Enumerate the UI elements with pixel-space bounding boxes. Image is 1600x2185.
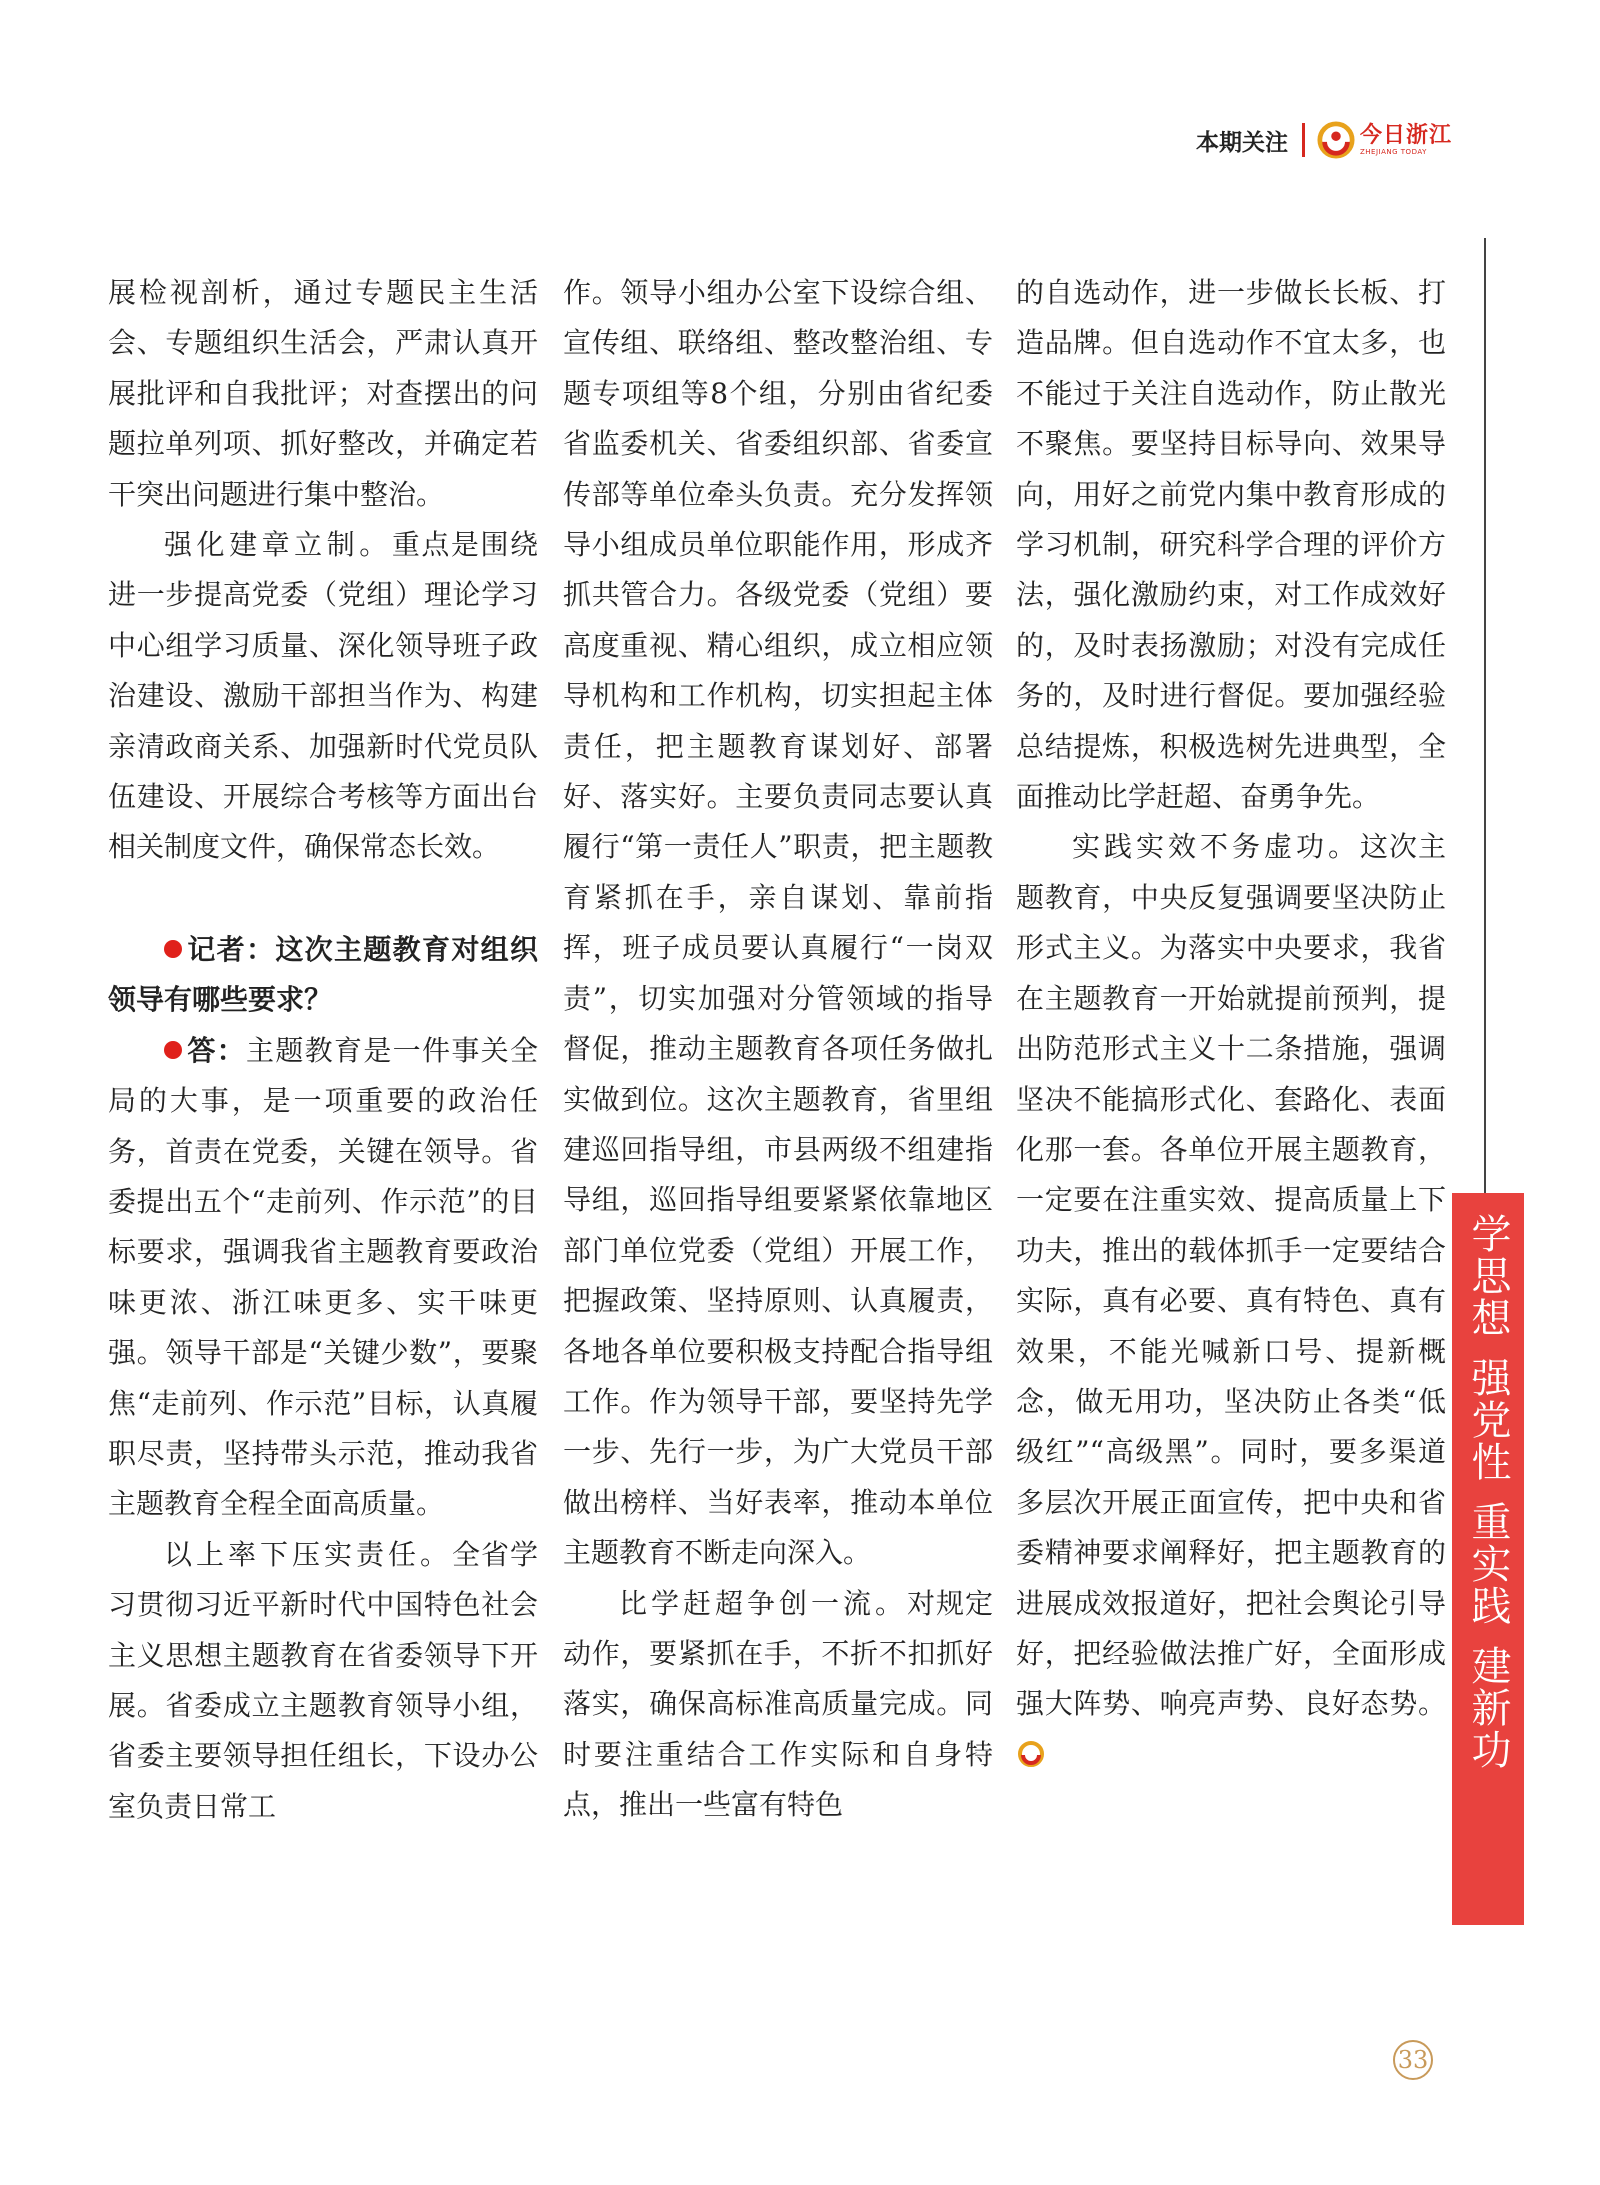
column-1 bbox=[108, 268, 538, 1832]
interview-answer bbox=[108, 1026, 538, 1530]
paragraph-text: 这次主题教育，中央反复强调要坚决防止形式主义。为落实中央要求，我省在主题教育一开始就提前预判，提出防范形式主义十二条措施，强调坚决不能搞形式化、套路化、表面化那一套。各单位开展主题教育，一定要在注重实效、提高质量上下功夫，推出的载体抓手一定要结合实际，真有必要、真有特色、真有效果，不能光喊新口号、提新概念，做无用功，坚决防止各类“低级红”“高级黑”。同时，要多渠道多层次开展正面宣传，把中央和省委精神要求阐释好，把主题教育的进展成效报道好，把社会舆论引导好，把经验做法推广好，全面形成强大阵势、响亮声势、良好态势。 bbox=[1016, 830, 1446, 1721]
paragraph-text: 对规定动作，要紧抓在手，不折不扣抓好落实，确保高标准高质量完成。同时要注重结合工作实际和自身特点，推出一些富有特色 bbox=[563, 1586, 993, 1822]
paragraph-lead: 实践实效不务虚功。 bbox=[1072, 830, 1360, 864]
paragraph bbox=[1016, 822, 1446, 1780]
column-2 bbox=[563, 268, 993, 1831]
section-title: 本期关注 bbox=[1196, 129, 1288, 156]
slogan-3: 重实践 bbox=[1465, 1501, 1511, 1627]
paragraph: 展检视剖析，通过专题民主生活会、专题组织生活会，严肃认真开展批评和自我批评；对查摆出的问题拉单列项、抓好整改，并确定若干突出问题进行集中整治。 bbox=[108, 276, 538, 511]
paragraph-lead: 比学赶超争创一流。 bbox=[619, 1586, 907, 1620]
brand-name-en: ZHEJIANG TODAY bbox=[1360, 148, 1427, 156]
slogan-4: 建新功 bbox=[1465, 1645, 1511, 1771]
side-slogan-banner bbox=[1452, 1193, 1524, 1925]
paragraph-text: 全省学习贯彻习近平新时代中国特色社会主义思想主题教育在省委领导下开展。省委成立主题教育领导小组，省委主要领导担任组长，下设办公室负责日常工 bbox=[108, 1537, 538, 1823]
page-number: 33 bbox=[1393, 2040, 1433, 2080]
slogan-1: 学思想 bbox=[1465, 1213, 1511, 1339]
column-3 bbox=[1016, 268, 1446, 1780]
paragraph-text: 重点是围绕进一步提高党委（党组）理论学习中心组学习质量、深化领导班子政治建设、激励干部担当作为、构建亲清政商关系、加强新时代党员队伍建设、开展综合考核等方面出台相关制度文件，确保常态长效。 bbox=[108, 528, 538, 864]
page-header bbox=[1196, 118, 1452, 162]
paragraph bbox=[108, 520, 538, 873]
paragraph: 作。领导小组办公室下设综合组、宣传组、联络组、整改整治组、专题专项组等8个组，分别由省纪委省监委机关、省委组织部、省委宣传部等单位牵头负责。充分发挥领导小组成员单位职能作用，形成齐抓共管合力。各级党委（党组）要高度重视、精心组织，成立相应领导机构和工作机构，切实担起主体责任，把主题教育谋划好、部署好、落实好。主要负责同志要认真履行“第一责任人”职责，把主题教育紧抓在手，亲自谋划、靠前指挥，班子成员要认真履行“一岗双责”，切实加强对分管领域的指导督促，推动主题教育各项任务做扎实做到位。这次主题教育，省里组建巡回指导组，市县两级不组建指导组，巡回指导组要紧紧依靠地区部门单位党委（党组）开展工作，把握政策、坚持原则、认真履责，各地各单位要积极支持配合指导组工作。作为领导干部，要坚持先学一步、先行一步，为广大党员干部做出榜样、当好表率，推动本单位主题教育不断走向深入。 bbox=[563, 276, 993, 1570]
brand-name: 今日浙江 bbox=[1360, 122, 1453, 148]
question-text: 记者：这次主题教育对组织领导有哪些要求？ bbox=[108, 932, 538, 1017]
interview-question bbox=[108, 925, 538, 1026]
brand-logo bbox=[1317, 121, 1452, 159]
answer-text: 主题教育是一件事关全局的大事，是一项重要的政治任务，首责在党委，关键在领导。省委提出五个“走前列、作示范”的目标要求，强调我省主题教育要政治味更浓、浙江味更多、实干味更强。领导干部是“关键少数”，要聚焦“走前列、作示范”目标，认真履职尽责，坚持带头示范，推动我省主题教育全程全面高质量。 bbox=[108, 1033, 538, 1521]
paragraph bbox=[108, 1530, 538, 1832]
answer-label: 答： bbox=[186, 1033, 246, 1067]
bullet-dot-icon bbox=[164, 940, 182, 958]
slogan-2: 强党性 bbox=[1465, 1357, 1511, 1483]
bullet-dot-icon bbox=[164, 1041, 182, 1059]
paragraph-lead: 强化建章立制。 bbox=[164, 528, 392, 562]
column-divider-line bbox=[1484, 238, 1486, 1198]
end-mark-icon bbox=[1018, 1741, 1044, 1767]
brand-swirl-icon bbox=[1317, 121, 1355, 159]
paragraph: 的自选动作，进一步做长长板、打造品牌。但自选动作不宜太多，也不能过于关注自选动作，防止散光不聚焦。要坚持目标导向、效果导向，用好之前党内集中教育形成的学习机制，研究科学合理的评价方法，强化激励约束，对工作成效好的，及时表扬激励；对没有完成任务的，及时进行督促。要加强经验总结提炼，积极选树先进典型，全面推动比学赶超、奋勇争先。 bbox=[1016, 276, 1446, 814]
header-divider bbox=[1302, 123, 1305, 157]
paragraph-lead: 以上率下压实责任。 bbox=[164, 1537, 452, 1571]
paragraph bbox=[563, 1579, 993, 1831]
